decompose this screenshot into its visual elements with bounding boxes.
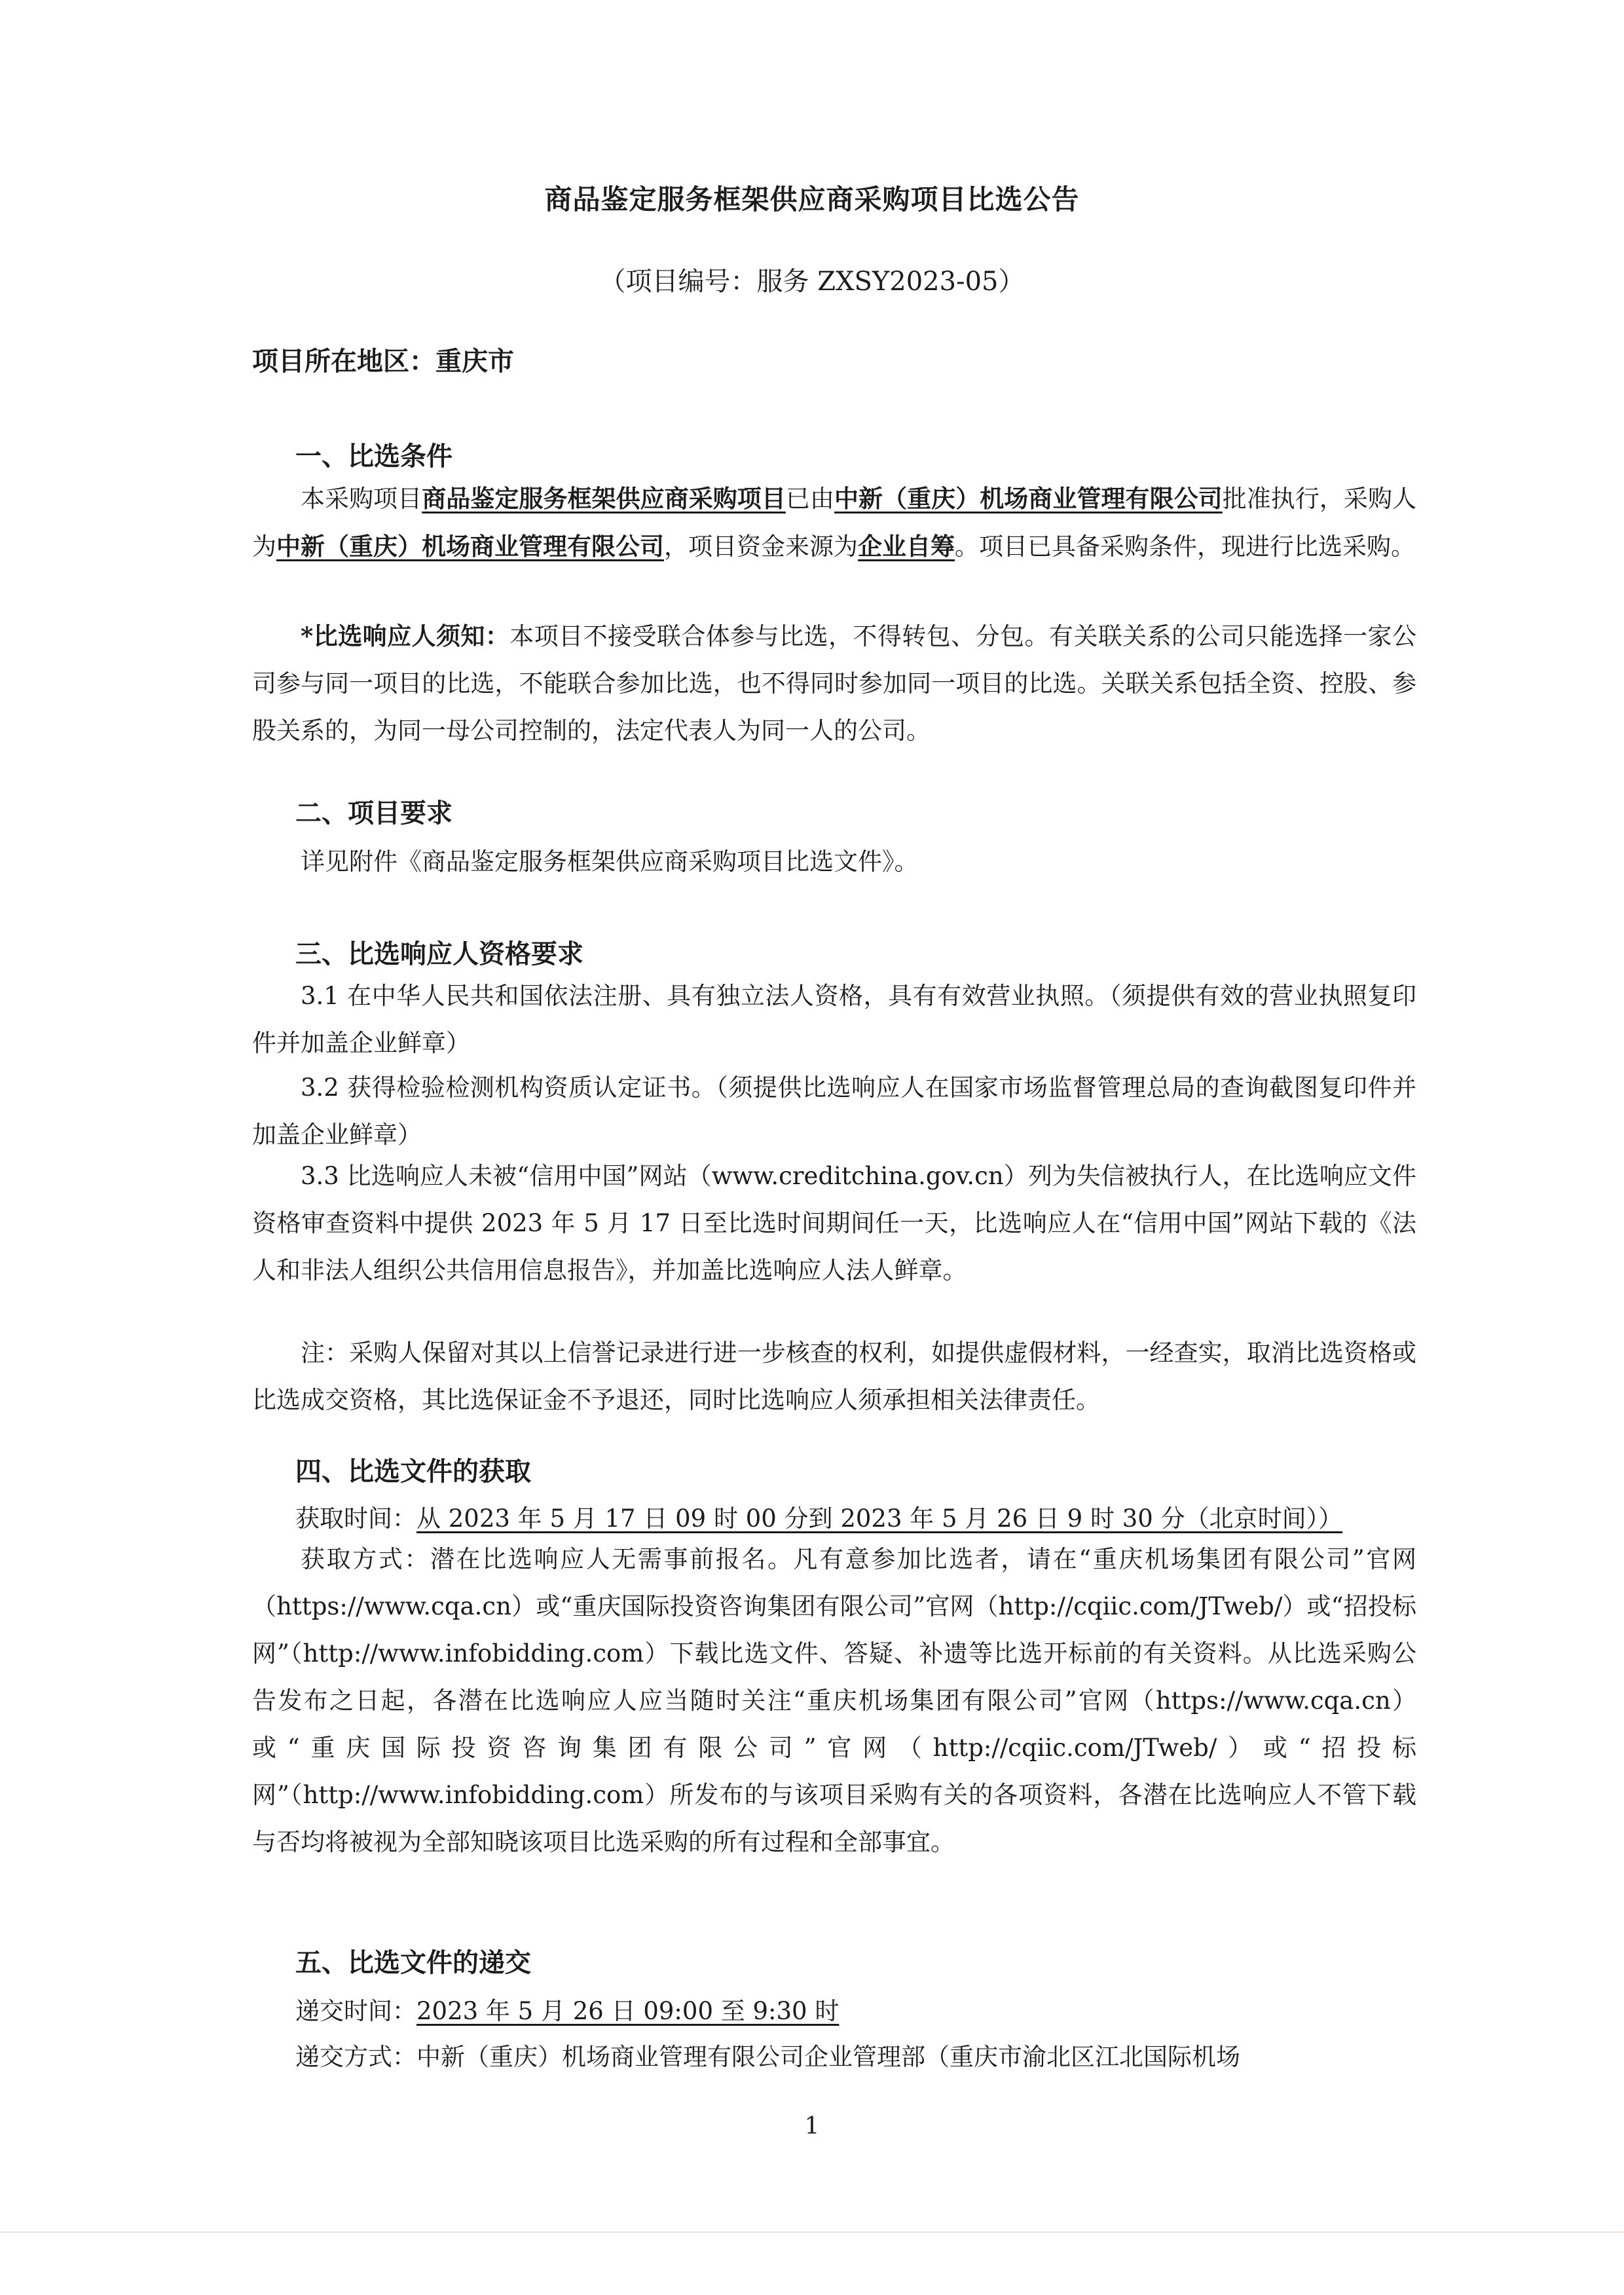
section-1-paragraph-2 <box>252 612 1416 755</box>
time-value: 2023 年 5 月 26 日 09:00 至 9:30 时 <box>416 1997 840 2025</box>
time-label: 递交时间： <box>295 1997 416 2025</box>
section-5-method: 递交方式：中新（重庆）机场商业管理有限公司企业管理部（重庆市渝北区江北国际机场 <box>295 2043 1240 2071</box>
section-3-item-2: 3.2 获得检验检测机构资质认定证书。（须提供比选响应人在国家市场监督管理总局的查询截图复印件并加盖企业鲜章） <box>252 1073 1416 1149</box>
section-3-item-3: 3.3 比选响应人未被“信用中国”网站（www.creditchina.gov.cn）列为失信被执行人，在比选响应文件资格审查资料中提供 2023 年 5 月 17 日至比选时间期间任一天，比选响应人在“信用中国”网站下载的《法人和非法人组织公共信用信息报告》，并加盖比选响应人法人鲜章。 <box>252 1162 1416 1284</box>
time-label: 获取时间： <box>295 1504 416 1533</box>
text: 本项目不接受联合体参与比选，不得转包、分包。有关联关系的公司只能选择一家公司参与同一项目的比选，不能联合参加比选，也不得同时参加同一项目的比选。关联关系包括全资、控股、参股关系的，为同一母公司控制的，法定代表人为同一人的公司。 <box>252 622 1416 745</box>
notice-label: *比选响应人须知： <box>301 622 510 650</box>
section-2-heading: 二、项目要求 <box>295 798 452 829</box>
section-3-item-1: 3.1 在中华人民共和国依法注册、具有独立法人资格，具有有效营业执照。（须提供有效的营业执照复印件并加盖企业鲜章） <box>252 982 1416 1057</box>
section-5-time <box>295 1991 839 2026</box>
section-4-time <box>295 1499 1342 1534</box>
purchaser-name: 中新（重庆）机场商业管理有限公司 <box>276 532 664 561</box>
approver-name: 中新（重庆）机场商业管理有限公司 <box>834 484 1223 513</box>
section-4-heading: 四、比选文件的获取 <box>295 1456 531 1487</box>
text: 本采购项目 <box>301 485 422 513</box>
section-2-paragraph-1: 详见附件《商品鉴定服务框架供应商采购项目比选文件》。 <box>301 848 919 876</box>
project-name: 商品鉴定服务框架供应商采购项目 <box>422 484 786 513</box>
document-title: 商品鉴定服务框架供应商采购项目比选公告 <box>544 183 1080 215</box>
page-number: 1 <box>804 2113 820 2140</box>
section-1-paragraph-1 <box>252 475 1416 570</box>
section-3-note: 注：采购人保留对其以上信誉记录进行进一步核查的权利，如提供虚假材料，一经查实，取消比选资格或比选成交资格，其比选保证金不予退还，同时比选响应人须承担相关法律责任。 <box>252 1339 1416 1414</box>
section-5-heading: 五、比选文件的递交 <box>295 1947 531 1978</box>
bottom-divider <box>0 2231 1624 2233</box>
text: ，项目资金来源为 <box>664 532 858 561</box>
section-3-heading: 三、比选响应人资格要求 <box>295 939 583 969</box>
section-1-heading: 一、比选条件 <box>295 441 452 472</box>
text: 。项目已具备采购条件，现进行比选采购。 <box>955 532 1415 561</box>
text: 已由 <box>785 485 834 513</box>
project-number: （项目编号：服务 ZXSY2023-05） <box>599 267 1025 297</box>
time-value: 从 2023 年 5 月 17 日 09 时 00 分到 2023 年 5 月 26 日 9 时 30 分（北京时间）） <box>416 1504 1343 1533</box>
fund-source: 企业自筹 <box>858 532 955 561</box>
project-region: 项目所在地区：重庆市 <box>252 346 514 377</box>
section-4-method: 获取方式：潜在比选响应人无需事前报名。凡有意参加比选者，请在“重庆机场集团有限公司”官网（https://www.cqa.cn）或“重庆国际投资咨询集团有限公司”官网（http://cqiic.com/JTweb/）或“招投标网”（http://www.infobidding.com）下载比选文件、答疑、补遗等比选开标前的有关资料。从比选采购公告发布之日起，各潜在比选响应人应当随时关注“重庆机场集团有限公司”官网（https://www.cqa.cn）或“重庆国际投资咨询集团有限公司”官网（http://cqiic.com/JTweb/）或“招投标网”（http://www.infobidding.com）所发布的与该项目采购有关的各项资料，各潜在比选响应人不管下载与否均将被视为全部知晓该项目比选采购的所有过程和全部事宜。 <box>252 1545 1416 1856</box>
text: 批准执行，采购人为 <box>252 485 1417 561</box>
